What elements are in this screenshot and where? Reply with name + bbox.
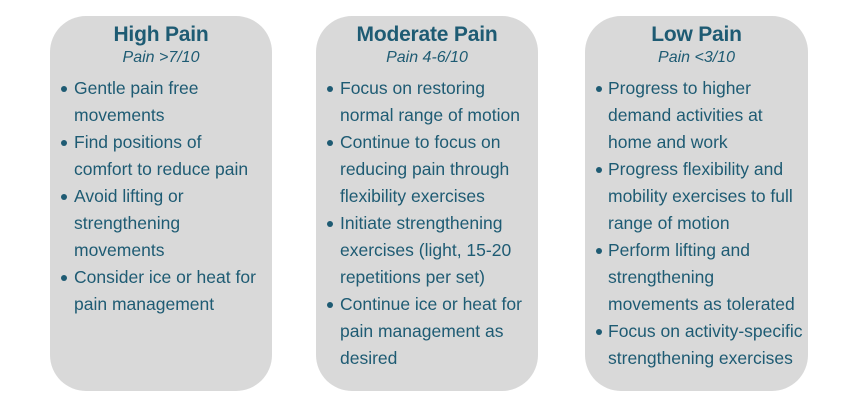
list-item-line: range of motion: [608, 213, 730, 233]
list-item: [585, 318, 808, 372]
list-item-line: movements as tolerated: [608, 294, 795, 314]
list-item: [50, 75, 272, 129]
bullet-icon: [327, 221, 333, 227]
list-item-line: Gentle pain free: [74, 78, 199, 98]
card-title: High Pain: [113, 23, 209, 46]
recommendation-list: [50, 75, 272, 318]
bullet-icon: [61, 140, 67, 146]
card-subtitle: Pain 4-6/10: [386, 49, 468, 66]
bullet-icon: [327, 140, 333, 146]
list-item-line: Find positions of: [74, 132, 202, 152]
list-item-line: movements: [74, 105, 165, 125]
list-item-line: flexibility exercises: [340, 186, 485, 206]
bullet-icon: [596, 167, 602, 173]
card-title: Low Pain: [651, 23, 742, 46]
list-item-line: pain management: [74, 294, 215, 314]
list-item-line: pain management as: [340, 321, 504, 341]
recommendation-list: [585, 75, 808, 372]
list-item: [585, 237, 808, 318]
list-item: [50, 183, 272, 264]
bullet-icon: [327, 86, 333, 92]
list-item-line: Progress flexibility and: [608, 159, 784, 179]
list-item: [316, 210, 538, 291]
list-item-line: exercises (light, 15-20: [340, 240, 512, 260]
list-item-line: Avoid lifting or: [74, 186, 184, 206]
list-item-line: Focus on restoring: [340, 78, 485, 98]
list-item-line: Focus on activity-specific: [608, 321, 803, 341]
list-item: [50, 129, 272, 183]
list-item-line: Consider ice or heat for: [74, 267, 256, 287]
list-item-line: strengthening: [608, 267, 715, 287]
list-item-line: movements: [74, 240, 165, 260]
list-item-line: Continue ice or heat for: [340, 294, 522, 314]
list-item-line: reducing pain through: [340, 159, 510, 179]
list-item-line: Continue to focus on: [340, 132, 501, 152]
list-item: [316, 75, 538, 129]
list-item-line: Perform lifting and: [608, 240, 751, 260]
card-subtitle: Pain >7/10: [122, 49, 200, 66]
bullet-icon: [596, 248, 602, 254]
recommendation-list: [316, 75, 538, 372]
list-item-line: home and work: [608, 132, 728, 152]
bullet-icon: [327, 302, 333, 308]
card-low-pain: [585, 16, 808, 391]
bullet-icon: [596, 329, 602, 335]
card-high-pain: [50, 16, 272, 391]
list-item-line: demand activities at: [608, 105, 763, 125]
list-item-line: Progress to higher: [608, 78, 751, 98]
card-subtitle: Pain <3/10: [658, 49, 735, 66]
bullet-icon: [61, 275, 67, 281]
bullet-icon: [61, 86, 67, 92]
list-item-line: desired: [340, 348, 398, 368]
card-moderate-pain: [316, 16, 538, 391]
list-item: [50, 264, 272, 318]
list-item-line: mobility exercises to full: [608, 186, 793, 206]
list-item-line: Initiate strengthening: [340, 213, 503, 233]
list-item: [316, 291, 538, 372]
bullet-icon: [596, 86, 602, 92]
list-item-line: comfort to reduce pain: [74, 159, 249, 179]
list-item-line: repetitions per set): [340, 267, 485, 287]
list-item: [585, 75, 808, 156]
list-item: [316, 129, 538, 210]
list-item-line: strengthening: [74, 213, 181, 233]
list-item-line: normal range of motion: [340, 105, 520, 125]
list-item-line: strengthening exercises: [608, 348, 793, 368]
card-title: Moderate Pain: [356, 23, 498, 46]
list-item: [585, 156, 808, 237]
bullet-icon: [61, 194, 67, 200]
